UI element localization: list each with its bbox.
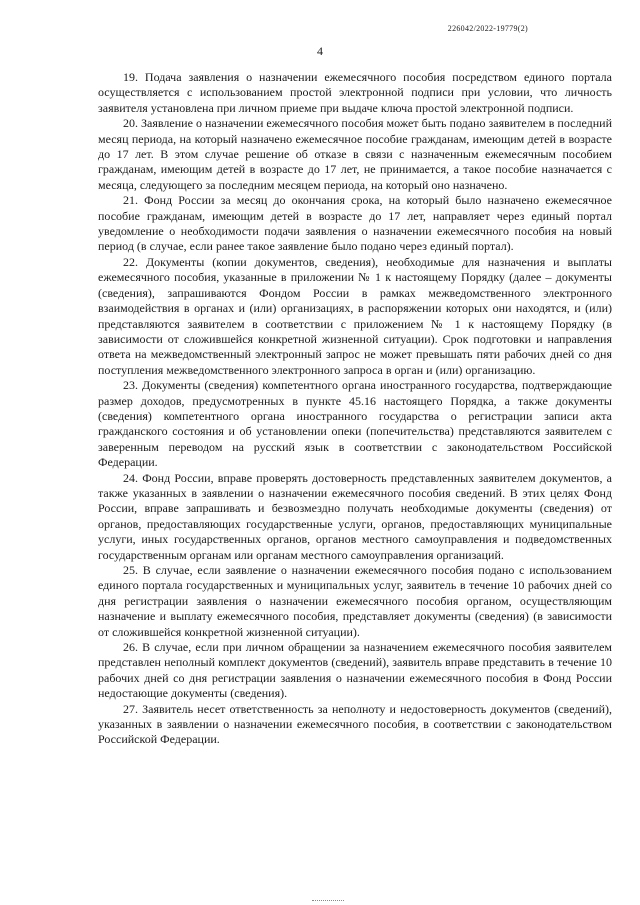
scan-edge-mark [312, 900, 344, 901]
paragraph-27: 27. Заявитель несет ответственность за неполноту и недостоверность документов (сведений), указанных в заявлении о назначении ежемесячного пособия, в соответствии с законодательством Российской Федерации. [98, 701, 612, 747]
paragraph-19: 19. Подача заявления о назначении ежемесячного пособия посредством единого портала осуществляется с использованием простой электронной подписи при условии, что личность заявителя установлена при личном приеме при выдаче ключа простой электронной подписи. [98, 70, 612, 115]
document-id: 226042/2022-19779(2) [447, 24, 528, 33]
page-number: 4 [317, 44, 323, 58]
paragraph-20: 20. Заявление о назначении ежемесячного пособия может быть подано заявителем в последний месяц периода, на который назначено ежемесячное пособие гражданам, имеющим детей в возрасте до 17 лет. В этом случае решение об отказе в связи с назначенным ежемесячным пособием гражданам, имеющим детей в возрасте до 17 лет, не принимается, а такое пособие назначается с месяца, следующего за последним месяцем периода, на который оно назначено. [98, 116, 612, 192]
paragraph-22: 22. Документы (копии документов, сведения), необходимые для назначения и выплаты ежемесячного пособия, указанные в приложении № 1 к настоящему Порядку (далее – документы (сведения), запрашиваются Фондом России в рамках межведомственного электронного взаимодействия в органах и (или) организациях, в распоряжении которых они находятся, и (или) представляются заявителем в соответствии с приложением № 1 к настоящему Порядку (в зависимости от сложившейся конкретной жизненной ситуации). Срок подготовки и направления ответа на межведомственный электронный запрос не может превышать пяти рабочих дней со дня поступления межведомственного электронного запроса в орган и (или) организацию. [98, 254, 612, 377]
paragraph-24: 24. Фонд России, вправе проверять достоверность представленных заявителем документов, а также указанных в заявлении о назначении ежемесячного пособия сведений. В этих целях Фонд России, вправе запрашивать и безвозмездно получать необходимые документы (сведения) от органов, предоставляющих государственные услуги, органов, предоставляющих муниципальные услуги, иных государственных органов, органов местного самоуправления и подведомственных государственным органам или органам местного самоуправления организаций. [98, 470, 612, 562]
paragraph-25: 25. В случае, если заявление о назначении ежемесячного пособия подано с использованием единого портала государственных и муниципальных услуг, заявитель в течение 10 рабочих дней со дня регистрации заявления о назначении ежемесячного пособия органом, осуществляющим назначение и выплату ежемесячного пособия, представляет документы (сведения) (в зависимости от сложившейся конкретной жизненной ситуации). [98, 563, 612, 639]
paragraph-23: 23. Документы (сведения) компетентного органа иностранного государства, подтверждающие размер доходов, предусмотренных в пункте 45.16 настоящего Порядка, а также документы (сведения) компетентного органа иностранного государства о регистрации записи акта гражданского состояния и об установлении опеки (попечительства) представляются заявителем с заверенным переводом на русский язык в соответствии с законодательством Российской Федерации. [98, 378, 612, 470]
paragraph-21: 21. Фонд России за месяц до окончания срока, на который было назначено ежемесячное пособие гражданам, имеющим детей в возрасте до 17 лет, направляет через единый портал уведомление о необходимости подачи заявления о назначении ежемесячного пособия на новый период (в случае, если ранее такое заявление было подано через единый портал). [98, 193, 612, 254]
document-body [98, 70, 612, 748]
paragraph-26: 26. В случае, если при личном обращении за назначением ежемесячного пособия заявителем представлен неполный комплект документов (сведений), заявитель вправе представить в течение 10 рабочих дней со дня регистрации заявления о назначении ежемесячного пособия в Фонд России недостающие документы (сведения). [98, 640, 612, 701]
